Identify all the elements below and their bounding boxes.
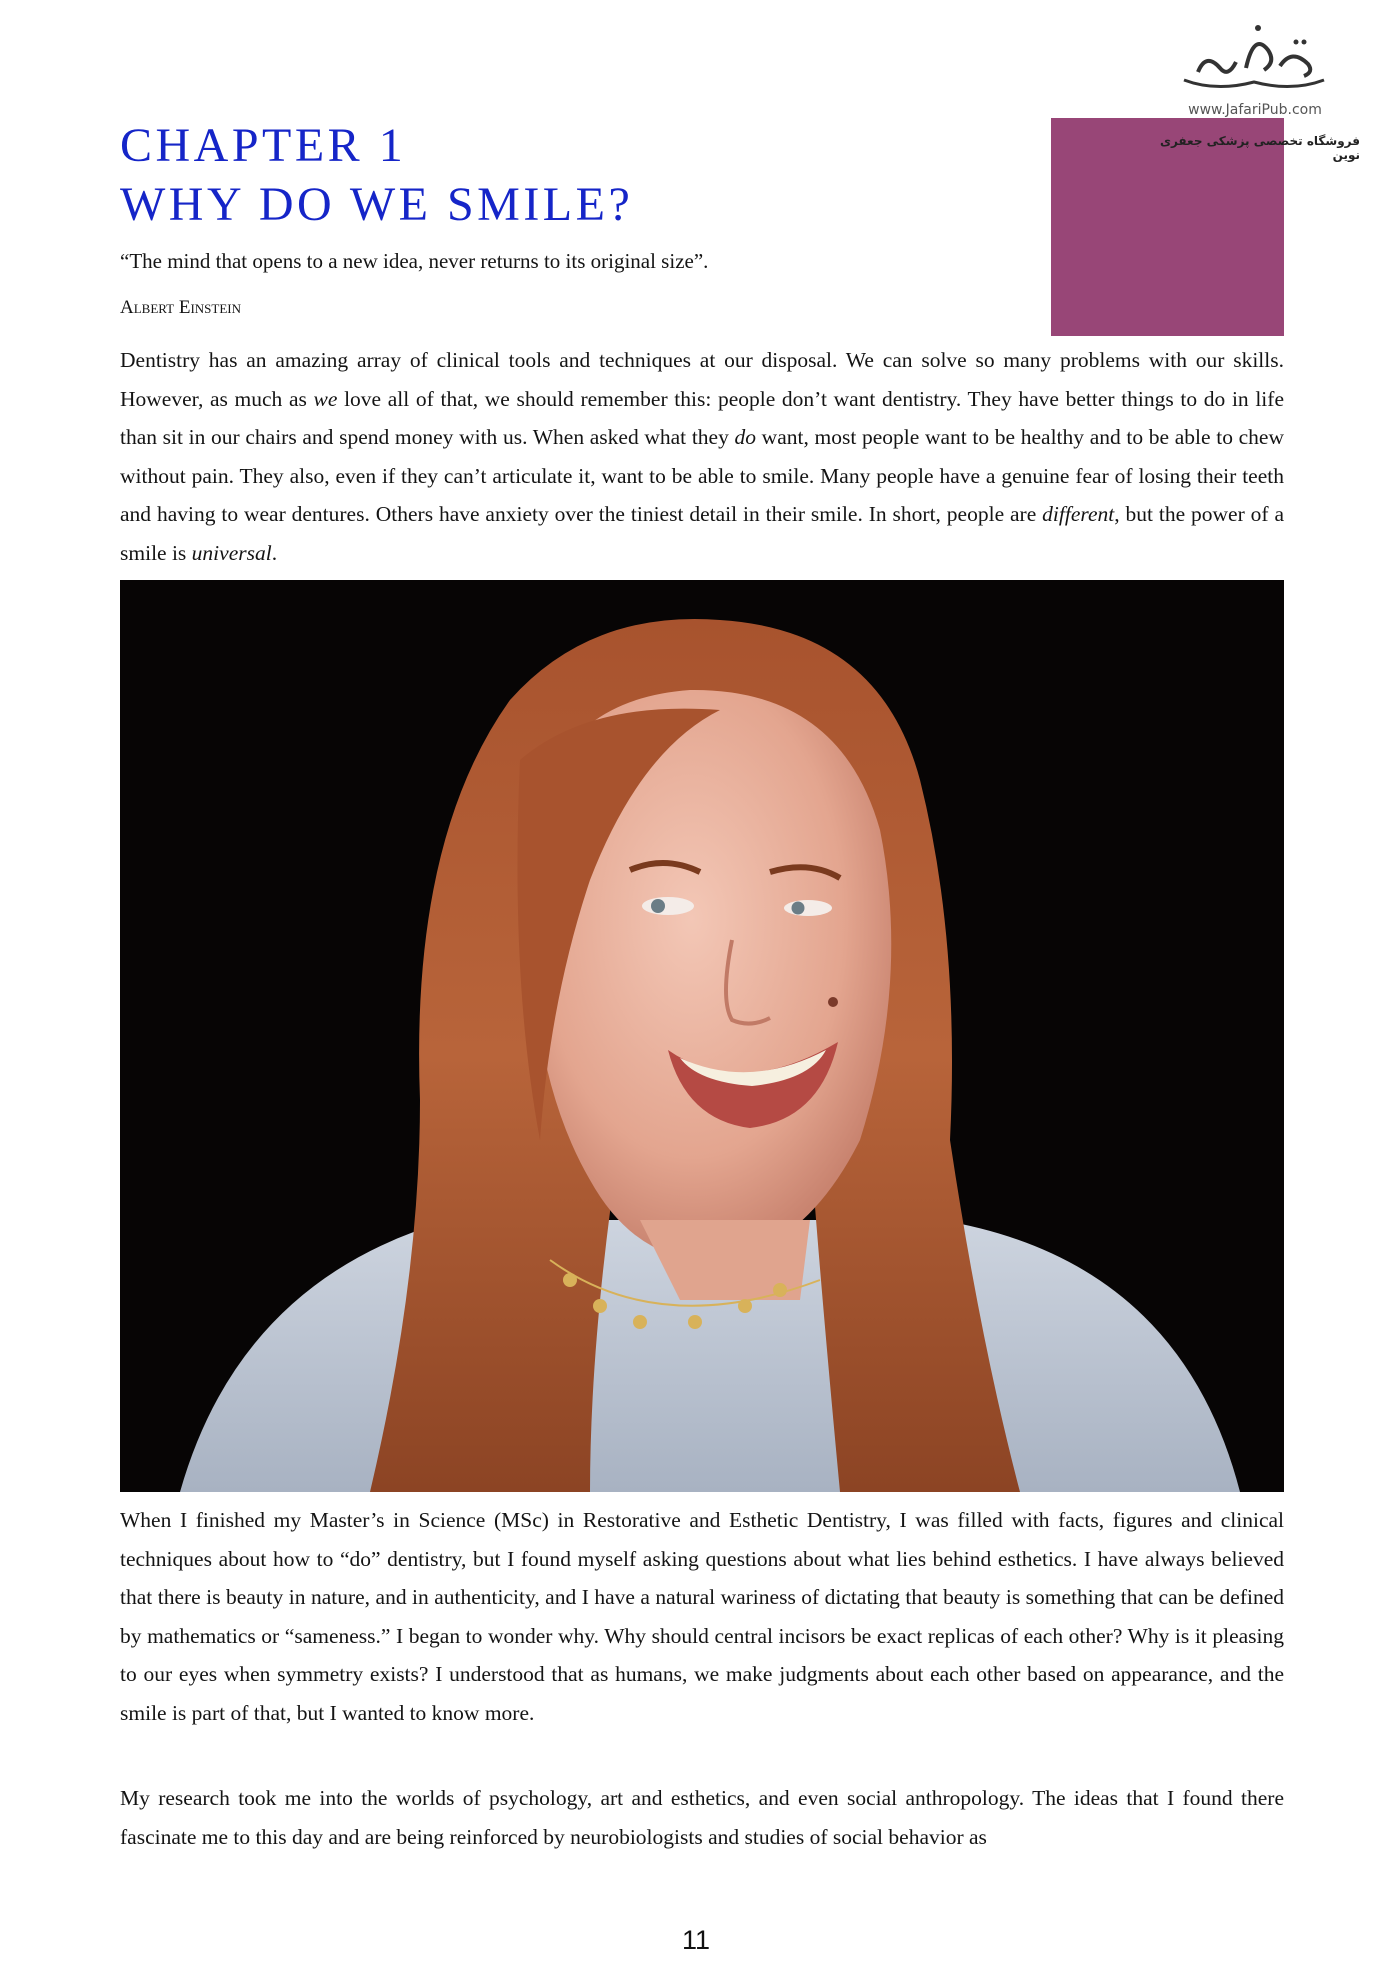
emphasis: universal — [191, 540, 272, 565]
chapter-title — [120, 116, 633, 234]
publisher-website: www.JafariPub.com — [1188, 102, 1322, 118]
chapter-heading: WHY DO WE SMILE? — [120, 178, 634, 231]
paragraph-intro — [120, 341, 1284, 572]
emphasis: we — [313, 386, 338, 411]
jafari-pub-logo-icon — [1176, 22, 1332, 102]
text-run: . — [271, 540, 278, 565]
emphasis: do — [734, 425, 756, 449]
publisher-store-name: فروشگاه تخصصی پزشکی جعفری نوین — [1159, 134, 1360, 162]
portrait-photo — [120, 580, 1284, 1492]
text-run: Dentistry has an amazing array of clinical tools and techniques at our disposal. We can solve so many problems with our skills. However, as much as — [120, 348, 1284, 411]
epigraph-quote: “The mind that opens to a new idea, never returns to its original size”. — [120, 249, 709, 273]
paragraph-masters: When I finished my Master’s in Science (MSc) in Restorative and Esthetic Dentistry, I was filled with facts, figures and clinical techniques about how to “do” dentistry, but I found myself asking questions about what lies behind esthetics. I have always believed that there is beauty in nature, and in authenticity, and I have a natural wariness of dictating that beauty is something that can be defined by mathematics or “sameness.” I began to wonder why. Why should central incisors be exact replicas of each other? Why is it pleasing to our eyes when symmetry exists? I understood that as humans, we make judgments about each other based on appearance, and the smile is part of that, but I wanted to know more. — [120, 1508, 1284, 1725]
smiling-woman-portrait-image — [120, 580, 1284, 1492]
page-number: 11 — [681, 1925, 711, 1955]
epigraph-author: Albert Einstein — [120, 297, 242, 318]
paragraph-research: My research took me into the worlds of psychology, art and esthetics, and even social anthropology. The ideas that I found there fascinate me to this day and are being reinforced by neurobiologists and studies of social behavior as — [120, 1786, 1284, 1849]
emphasis: different — [1042, 502, 1115, 526]
chapter-number: CHAPTER 1 — [120, 119, 407, 172]
text-run: , but the power of a smile is — [120, 502, 1284, 565]
text-run: love all of that, we should remember this: people don’t want dentistry. They have better things to do in life than sit in our chairs and spend money with us. When asked what they — [120, 386, 1284, 449]
text-run: want, most people want to be healthy and to be able to chew without pain. They also, even if they can’t articulate it, want to be able to smile. Many people have a genuine fear of losing their teeth and having to wear dentures. Others have anxiety over the tiniest detail in their smile. In short, people are — [120, 425, 1284, 526]
publisher-logo — [1170, 22, 1340, 122]
